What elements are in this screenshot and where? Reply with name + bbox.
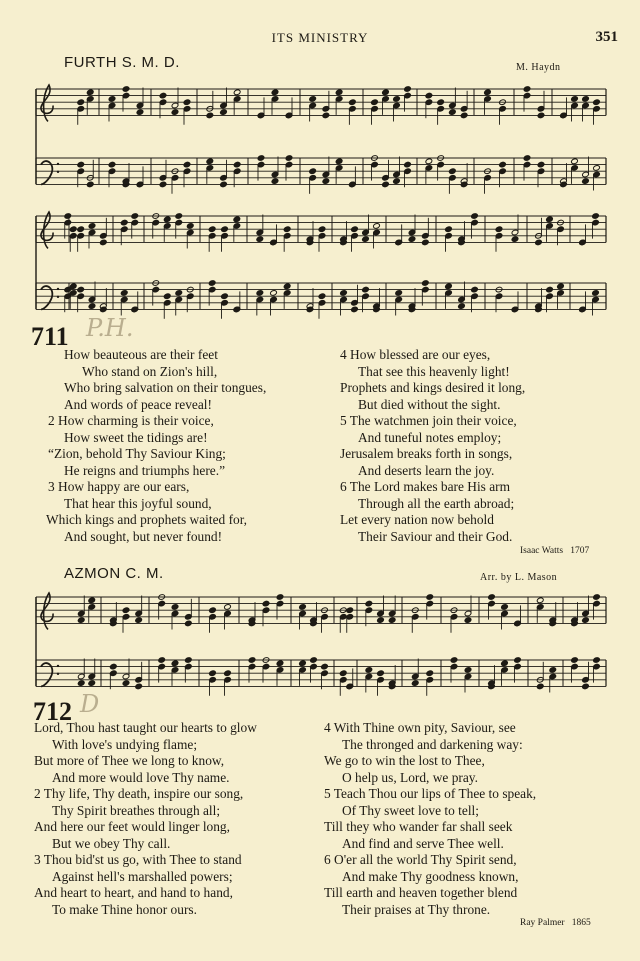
note-head xyxy=(377,617,385,624)
note-head xyxy=(120,219,128,226)
note-head xyxy=(404,86,412,93)
note-head xyxy=(426,594,434,601)
note-head xyxy=(471,213,479,220)
verse-line: And make Thy goodness known, xyxy=(342,868,519,884)
verse-line: Till earth and heaven together blend xyxy=(324,885,518,900)
note-head xyxy=(171,604,179,611)
verse-line: But we obey Thy call. xyxy=(52,835,171,851)
verse-line: Their Saviour and their God. xyxy=(358,528,513,544)
verse-line: And words of peace reveal! xyxy=(64,396,212,412)
note-head xyxy=(449,109,457,116)
verse-line: With love's undying flame; xyxy=(52,736,198,752)
note-head xyxy=(365,667,373,674)
verse-line: The thronged and darkening way: xyxy=(342,736,523,752)
note-head xyxy=(346,607,354,614)
note-head xyxy=(86,89,94,96)
verse-line: And sought, but never found! xyxy=(64,528,223,544)
note-head xyxy=(404,161,412,168)
verse-line: Of Thy sweet love to tell; xyxy=(342,802,479,818)
bass-clef-dot xyxy=(57,171,59,173)
note-head xyxy=(449,168,457,175)
verse-line: Who stand on Zion's hill, xyxy=(82,363,218,379)
note-head xyxy=(362,286,370,293)
verse-line: He reigns and triumphs here.” xyxy=(64,462,226,478)
note-head xyxy=(136,109,144,116)
note-head xyxy=(122,86,130,93)
verse-line: Through all the earth abroad; xyxy=(358,495,515,511)
note-head xyxy=(422,280,430,287)
note-head xyxy=(321,663,329,670)
verse-line: “Zion, behold Thy Saviour King; xyxy=(48,446,226,461)
note-head xyxy=(571,657,579,664)
tune-name-furth: FURTH S. M. D. xyxy=(64,54,180,71)
note-head xyxy=(322,178,330,185)
note-head xyxy=(271,89,279,96)
hymn-711-verses-right xyxy=(340,347,525,545)
verse-line: And tuneful notes employ; xyxy=(358,429,502,445)
note-head xyxy=(163,293,171,300)
note-head xyxy=(523,155,531,162)
verse-line: Till they who wander far shall seek xyxy=(324,819,513,834)
note-head xyxy=(422,239,430,246)
verse-line: We go to win the lost to Thee, xyxy=(324,753,485,768)
note-head xyxy=(425,158,433,165)
note-head xyxy=(549,667,557,674)
treble-clef-icon xyxy=(41,85,53,121)
note-head xyxy=(221,226,229,233)
note-head xyxy=(224,604,232,611)
note-head xyxy=(120,290,128,297)
note-head xyxy=(309,96,317,103)
note-head xyxy=(536,597,544,604)
note-head xyxy=(221,293,229,300)
verse-line: Lord, Thou hast taught our hearts to glow xyxy=(34,720,257,735)
verse-line: 4 With Thine own pity, Saviour, see xyxy=(324,720,516,735)
treble-clef-icon xyxy=(41,593,53,629)
note-head xyxy=(299,660,307,667)
bass-clef-dot xyxy=(57,288,59,290)
note-head xyxy=(536,683,544,690)
note-head xyxy=(183,99,191,106)
verse-line: 3 Thou bid'st us go, with Thee to stand xyxy=(34,852,242,867)
bass-clef-dot xyxy=(57,163,59,165)
note-head xyxy=(175,290,183,297)
note-head xyxy=(206,158,214,165)
note-head xyxy=(64,213,72,220)
verse-line: That see this heavenly light! xyxy=(358,363,510,379)
verse-line: Against hell's marshalled powers; xyxy=(52,868,233,884)
note-head xyxy=(88,680,96,687)
note-head xyxy=(373,223,381,230)
note-head xyxy=(395,290,403,297)
note-head xyxy=(135,617,143,624)
note-head xyxy=(285,155,293,162)
note-head xyxy=(171,660,179,667)
note-head xyxy=(135,683,143,690)
author-year: 1707 xyxy=(570,546,590,556)
note-head xyxy=(108,161,116,168)
verse-line: Let every nation now behold xyxy=(340,512,494,527)
note-head xyxy=(393,178,401,185)
note-head xyxy=(582,178,590,185)
verse-line: How sweet the tidings are! xyxy=(64,429,208,445)
note-head xyxy=(233,161,241,168)
note-head xyxy=(537,112,545,119)
note-head xyxy=(593,165,601,172)
note-head xyxy=(248,657,256,664)
note-head xyxy=(484,89,492,96)
verse-line: Which kings and prophets waited for, xyxy=(46,512,248,527)
note-head xyxy=(582,683,590,690)
page-number: 351 xyxy=(595,29,618,45)
note-head xyxy=(257,155,265,162)
note-head xyxy=(445,226,453,233)
note-head xyxy=(546,286,554,293)
note-head xyxy=(131,213,139,220)
note-head xyxy=(220,109,228,116)
note-head xyxy=(388,617,396,624)
verse-line: 5 The watchmen join their voice, xyxy=(340,413,517,428)
note-head xyxy=(186,223,194,230)
note-head xyxy=(77,680,85,687)
handwritten-annotation-711: P.H. xyxy=(86,314,134,342)
note-head xyxy=(593,99,601,106)
treble-clef-icon xyxy=(41,212,53,248)
note-head xyxy=(88,303,96,310)
verse-line: O help us, Lord, we pray. xyxy=(342,769,478,785)
note-head xyxy=(175,213,183,220)
composer-mason: Arr. by L. Mason xyxy=(480,572,558,583)
note-head xyxy=(209,607,217,614)
hymn-712-verses-right xyxy=(324,720,536,918)
note-head xyxy=(283,283,291,290)
verse-line: 3 How happy are our ears, xyxy=(48,479,190,494)
verse-line: And find and serve Thee well. xyxy=(342,835,504,851)
note-head xyxy=(171,109,179,116)
hymn-number-711: 711 xyxy=(31,322,69,351)
note-head xyxy=(69,226,77,233)
note-head xyxy=(256,236,264,243)
verse-line: 2 How charming is their voice, xyxy=(48,413,214,428)
note-head xyxy=(208,226,216,233)
note-head xyxy=(501,604,509,611)
note-head xyxy=(208,280,216,287)
note-head xyxy=(77,161,85,168)
note-head xyxy=(318,293,326,300)
note-head xyxy=(86,181,94,188)
note-head xyxy=(471,286,479,293)
note-head xyxy=(362,236,370,243)
author-name: Isaac Watts xyxy=(520,546,564,556)
note-head xyxy=(537,161,545,168)
note-head xyxy=(393,96,401,103)
author-year: 1865 xyxy=(571,918,591,928)
note-head xyxy=(270,290,278,297)
verse-line: And more would love Thy name. xyxy=(52,769,230,785)
note-head xyxy=(335,89,343,96)
verse-line: 6 The Lord makes bare His arm xyxy=(340,479,511,494)
note-head xyxy=(592,290,600,297)
note-head xyxy=(100,239,108,246)
handwritten-annotation-712: D xyxy=(80,690,100,718)
note-head xyxy=(88,597,96,604)
note-head xyxy=(571,158,579,165)
note-head xyxy=(185,657,193,664)
bass-clef-dot xyxy=(57,665,59,667)
note-head xyxy=(582,96,590,103)
note-head xyxy=(309,168,317,175)
note-head xyxy=(206,112,214,119)
note-head xyxy=(488,594,496,601)
note-head xyxy=(495,226,503,233)
note-head xyxy=(276,594,284,601)
note-head xyxy=(425,92,433,99)
tune-name-azmon: AZMON C. M. xyxy=(64,565,164,582)
bass-clef-dot xyxy=(57,673,59,675)
note-head xyxy=(582,617,590,624)
note-head xyxy=(299,604,307,611)
verse-line: Who bring salvation on their tongues, xyxy=(64,380,267,395)
hymn-711-verses-left xyxy=(46,347,266,545)
note-head xyxy=(514,657,522,664)
note-head xyxy=(122,680,130,687)
verse-line: 6 O'er all the world Thy Spirit send, xyxy=(324,852,517,867)
note-head xyxy=(351,226,359,233)
note-head xyxy=(592,213,600,220)
verse-line: Jerusalem breaks forth in songs, xyxy=(340,446,513,461)
note-head xyxy=(163,216,171,223)
note-head xyxy=(310,657,318,664)
note-head xyxy=(411,680,419,687)
note-head xyxy=(122,607,130,614)
verse-line: 2 Thy life, Thy death, inspire our song, xyxy=(34,786,244,801)
attribution-712 xyxy=(520,918,591,928)
note-head xyxy=(365,600,373,607)
note-head xyxy=(571,96,579,103)
note-head xyxy=(318,226,326,233)
verse-line: Prophets and kings desired it long, xyxy=(340,380,526,395)
note-head xyxy=(185,620,193,627)
note-head xyxy=(110,663,118,670)
note-head xyxy=(408,236,416,243)
note-head xyxy=(593,657,601,664)
note-head xyxy=(77,617,85,624)
note-head xyxy=(460,112,468,119)
note-head xyxy=(220,181,228,188)
note-head xyxy=(233,216,241,223)
note-head xyxy=(276,660,284,667)
note-head xyxy=(233,89,241,96)
section-title: ITS MINISTRY xyxy=(271,30,369,45)
note-head xyxy=(262,600,270,607)
attribution-711 xyxy=(520,546,589,556)
note-head xyxy=(382,89,390,96)
hymn-712-verses-left xyxy=(34,720,257,918)
note-head xyxy=(271,178,279,185)
note-head xyxy=(158,657,166,664)
note-head xyxy=(77,226,85,233)
note-head xyxy=(159,92,167,99)
note-head xyxy=(377,670,385,677)
verse-line: But more of Thee we long to know, xyxy=(34,753,225,768)
note-head xyxy=(224,670,232,677)
note-head xyxy=(335,158,343,165)
note-head xyxy=(77,286,85,293)
verse-line: And here our feet would linger long, xyxy=(34,819,230,834)
verse-line: And heart to heart, and hand to hand, xyxy=(34,885,233,900)
verse-line: 4 How blessed are our eyes, xyxy=(340,347,491,362)
verse-line: Their praises at Thy throne. xyxy=(342,901,491,917)
note-head xyxy=(593,594,601,601)
note-head xyxy=(511,236,519,243)
note-head xyxy=(77,99,85,106)
note-head xyxy=(108,96,116,103)
note-head xyxy=(351,306,359,313)
note-head xyxy=(450,657,458,664)
bass-clef-dot xyxy=(57,296,59,298)
note-head xyxy=(499,161,507,168)
note-head xyxy=(339,670,347,677)
note-head xyxy=(256,290,264,297)
note-head xyxy=(426,670,434,677)
note-head xyxy=(283,226,291,233)
note-head xyxy=(458,303,466,310)
note-head xyxy=(501,660,509,667)
composer-haydn: M. Haydn xyxy=(516,62,561,73)
note-head xyxy=(523,86,531,93)
verse-line: That hear this joyful sound, xyxy=(64,495,212,511)
note-head xyxy=(535,239,543,246)
note-head xyxy=(464,617,472,624)
verse-line: And deserts learn the joy. xyxy=(358,462,495,478)
note-head xyxy=(437,99,445,106)
hymn-number-712: 712 xyxy=(33,697,72,726)
verse-line: But died without the sight. xyxy=(358,396,501,412)
note-head xyxy=(464,667,472,674)
note-head xyxy=(209,670,217,677)
note-head xyxy=(159,181,167,188)
note-head xyxy=(88,223,96,230)
note-head xyxy=(382,181,390,188)
author-name: Ray Palmer xyxy=(520,918,565,928)
verse-line: To make Thine honor ours. xyxy=(52,901,197,917)
note-head xyxy=(445,283,453,290)
note-head xyxy=(322,112,330,119)
note-head xyxy=(546,216,554,223)
note-head xyxy=(183,161,191,168)
note-head xyxy=(557,283,565,290)
note-head xyxy=(371,99,379,106)
verse-line: 5 Teach Thou our lips of Thee to speak, xyxy=(324,786,537,801)
verse-line: Thy Spirit breathes through all; xyxy=(52,802,221,818)
note-head xyxy=(340,290,348,297)
note-head xyxy=(349,99,357,106)
verse-line: How beauteous are their feet xyxy=(64,347,218,362)
